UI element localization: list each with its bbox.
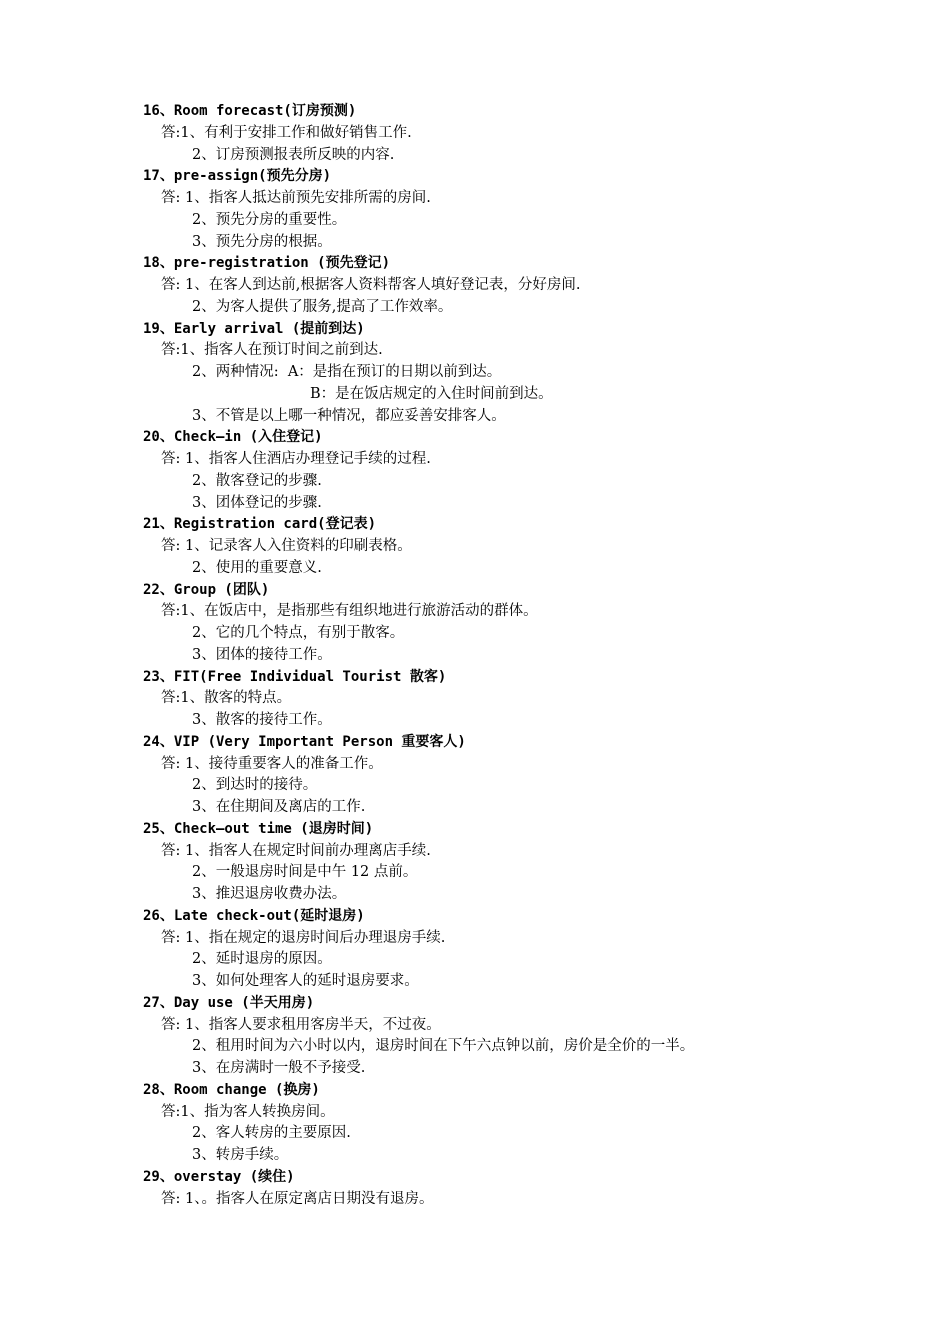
term-heading: 20、Check—in (入住登记) bbox=[143, 429, 323, 446]
answer-line: 2、散客登记的步骤. bbox=[192, 472, 322, 489]
answer-line: 2、租用时间为六小时以内，退房时间在下午六点钟以前，房价是全价的一半。 bbox=[192, 1038, 695, 1055]
answer-line: 2、客人转房的主要原因. bbox=[192, 1125, 351, 1142]
answer-line: 2、订房预测报表所反映的内容. bbox=[192, 146, 395, 163]
answer-line: 3、如何处理客人的延时退房要求。 bbox=[192, 973, 419, 989]
term-heading: 26、Late check-out(延时退房) bbox=[143, 907, 365, 924]
term-heading: 21、Registration card(登记表) bbox=[143, 516, 377, 533]
answer-line: 3、散客的接待工作。 bbox=[192, 712, 332, 728]
answer-line: 答: 1、指客人住酒店办理登记手续的过程. bbox=[161, 451, 431, 467]
term-heading: 16、Room forecast(订房预测) bbox=[143, 103, 357, 119]
term-heading: 27、Day use (半天用房) bbox=[143, 994, 315, 1011]
answer-line: 2、预先分房的重要性。 bbox=[192, 211, 347, 228]
answer-line: 2、延时退房的原因。 bbox=[192, 951, 332, 968]
term-heading: 28、Room change (换房) bbox=[143, 1081, 320, 1098]
term-heading: 25、Check—out time (退房时间) bbox=[143, 820, 374, 837]
term-heading: 29、overstay (续住) bbox=[143, 1168, 295, 1185]
term-heading: 24、VIP (Very Important Person 重要客人) bbox=[143, 733, 466, 750]
term-heading: 17、pre-assign(预先分房) bbox=[143, 168, 332, 185]
answer-line: 3、预先分房的根据。 bbox=[192, 233, 332, 250]
term-heading: 18、pre-registration (预先登记) bbox=[143, 255, 391, 272]
answer-line: 2、它的几个特点，有别于散客。 bbox=[192, 625, 405, 641]
term-heading: 22、Group (团队) bbox=[143, 581, 270, 598]
answer-line: 3、团体登记的步骤. bbox=[192, 494, 322, 511]
answer-line: 答:1、散客的特点。 bbox=[161, 690, 292, 707]
answer-line: 3、在住期间及离店的工作. bbox=[192, 799, 366, 815]
answer-line: 3、推迟退房收费办法。 bbox=[192, 886, 347, 902]
answer-line: 答:1、有利于安排工作和做好销售工作. bbox=[161, 124, 412, 141]
document-page bbox=[143, 101, 903, 1210]
answer-line: 答: 1、接待重要客人的准备工作。 bbox=[161, 755, 383, 772]
answer-line: B：是在饭店规定的入住时间前到达。 bbox=[310, 385, 553, 402]
answer-line: 答: 1、指客人抵达前预先安排所需的房间. bbox=[161, 190, 431, 206]
answer-line: 2、一般退房时间是中午 12 点前。 bbox=[192, 864, 418, 881]
term-heading: 19、Early arrival (提前到达) bbox=[143, 320, 365, 337]
answer-line: 答: 1、指客人在规定时间前办理离店手续. bbox=[161, 842, 431, 859]
answer-line: 2、两种情况: A：是指在预订的日期以前到达。 bbox=[192, 364, 502, 380]
answer-line: 3、不管是以上哪一种情况，都应妥善安排客人。 bbox=[192, 407, 506, 424]
answer-line: 答: 1、。指客人在原定离店日期没有退房。 bbox=[161, 1190, 434, 1207]
answer-line: 答:1、在饭店中，是指那些有组织地进行旅游活动的群体。 bbox=[161, 603, 538, 620]
answer-line: 2、使用的重要意义. bbox=[192, 559, 322, 576]
answer-line: 答: 1、指在规定的退房时间后办理退房手续. bbox=[161, 929, 446, 946]
answer-line: 2、到达时的接待。 bbox=[192, 777, 318, 794]
answer-line: 答: 1、记录客人入住资料的印刷表格。 bbox=[161, 538, 412, 554]
term-heading: 23、FIT(Free Individual Tourist 散客) bbox=[143, 668, 447, 685]
answer-line: 3、在房满时一般不予接受. bbox=[192, 1060, 366, 1076]
answer-line: 答: 1、指客人要求租用客房半天，不过夜。 bbox=[161, 1016, 441, 1033]
answer-line: 3、转房手续。 bbox=[192, 1147, 289, 1163]
answer-line: 答:1、指为客人转换房间。 bbox=[161, 1103, 335, 1120]
answer-line: 3、团体的接待工作。 bbox=[192, 646, 332, 663]
answer-line: 答:1、指客人在预订时间之前到达. bbox=[161, 342, 383, 359]
answer-line: 答: 1、在客人到达前,根据客人资料帮客人填好登记表，分好房间. bbox=[161, 277, 581, 293]
answer-line: 2、为客人提供了服务,提高了工作效率。 bbox=[192, 298, 453, 315]
